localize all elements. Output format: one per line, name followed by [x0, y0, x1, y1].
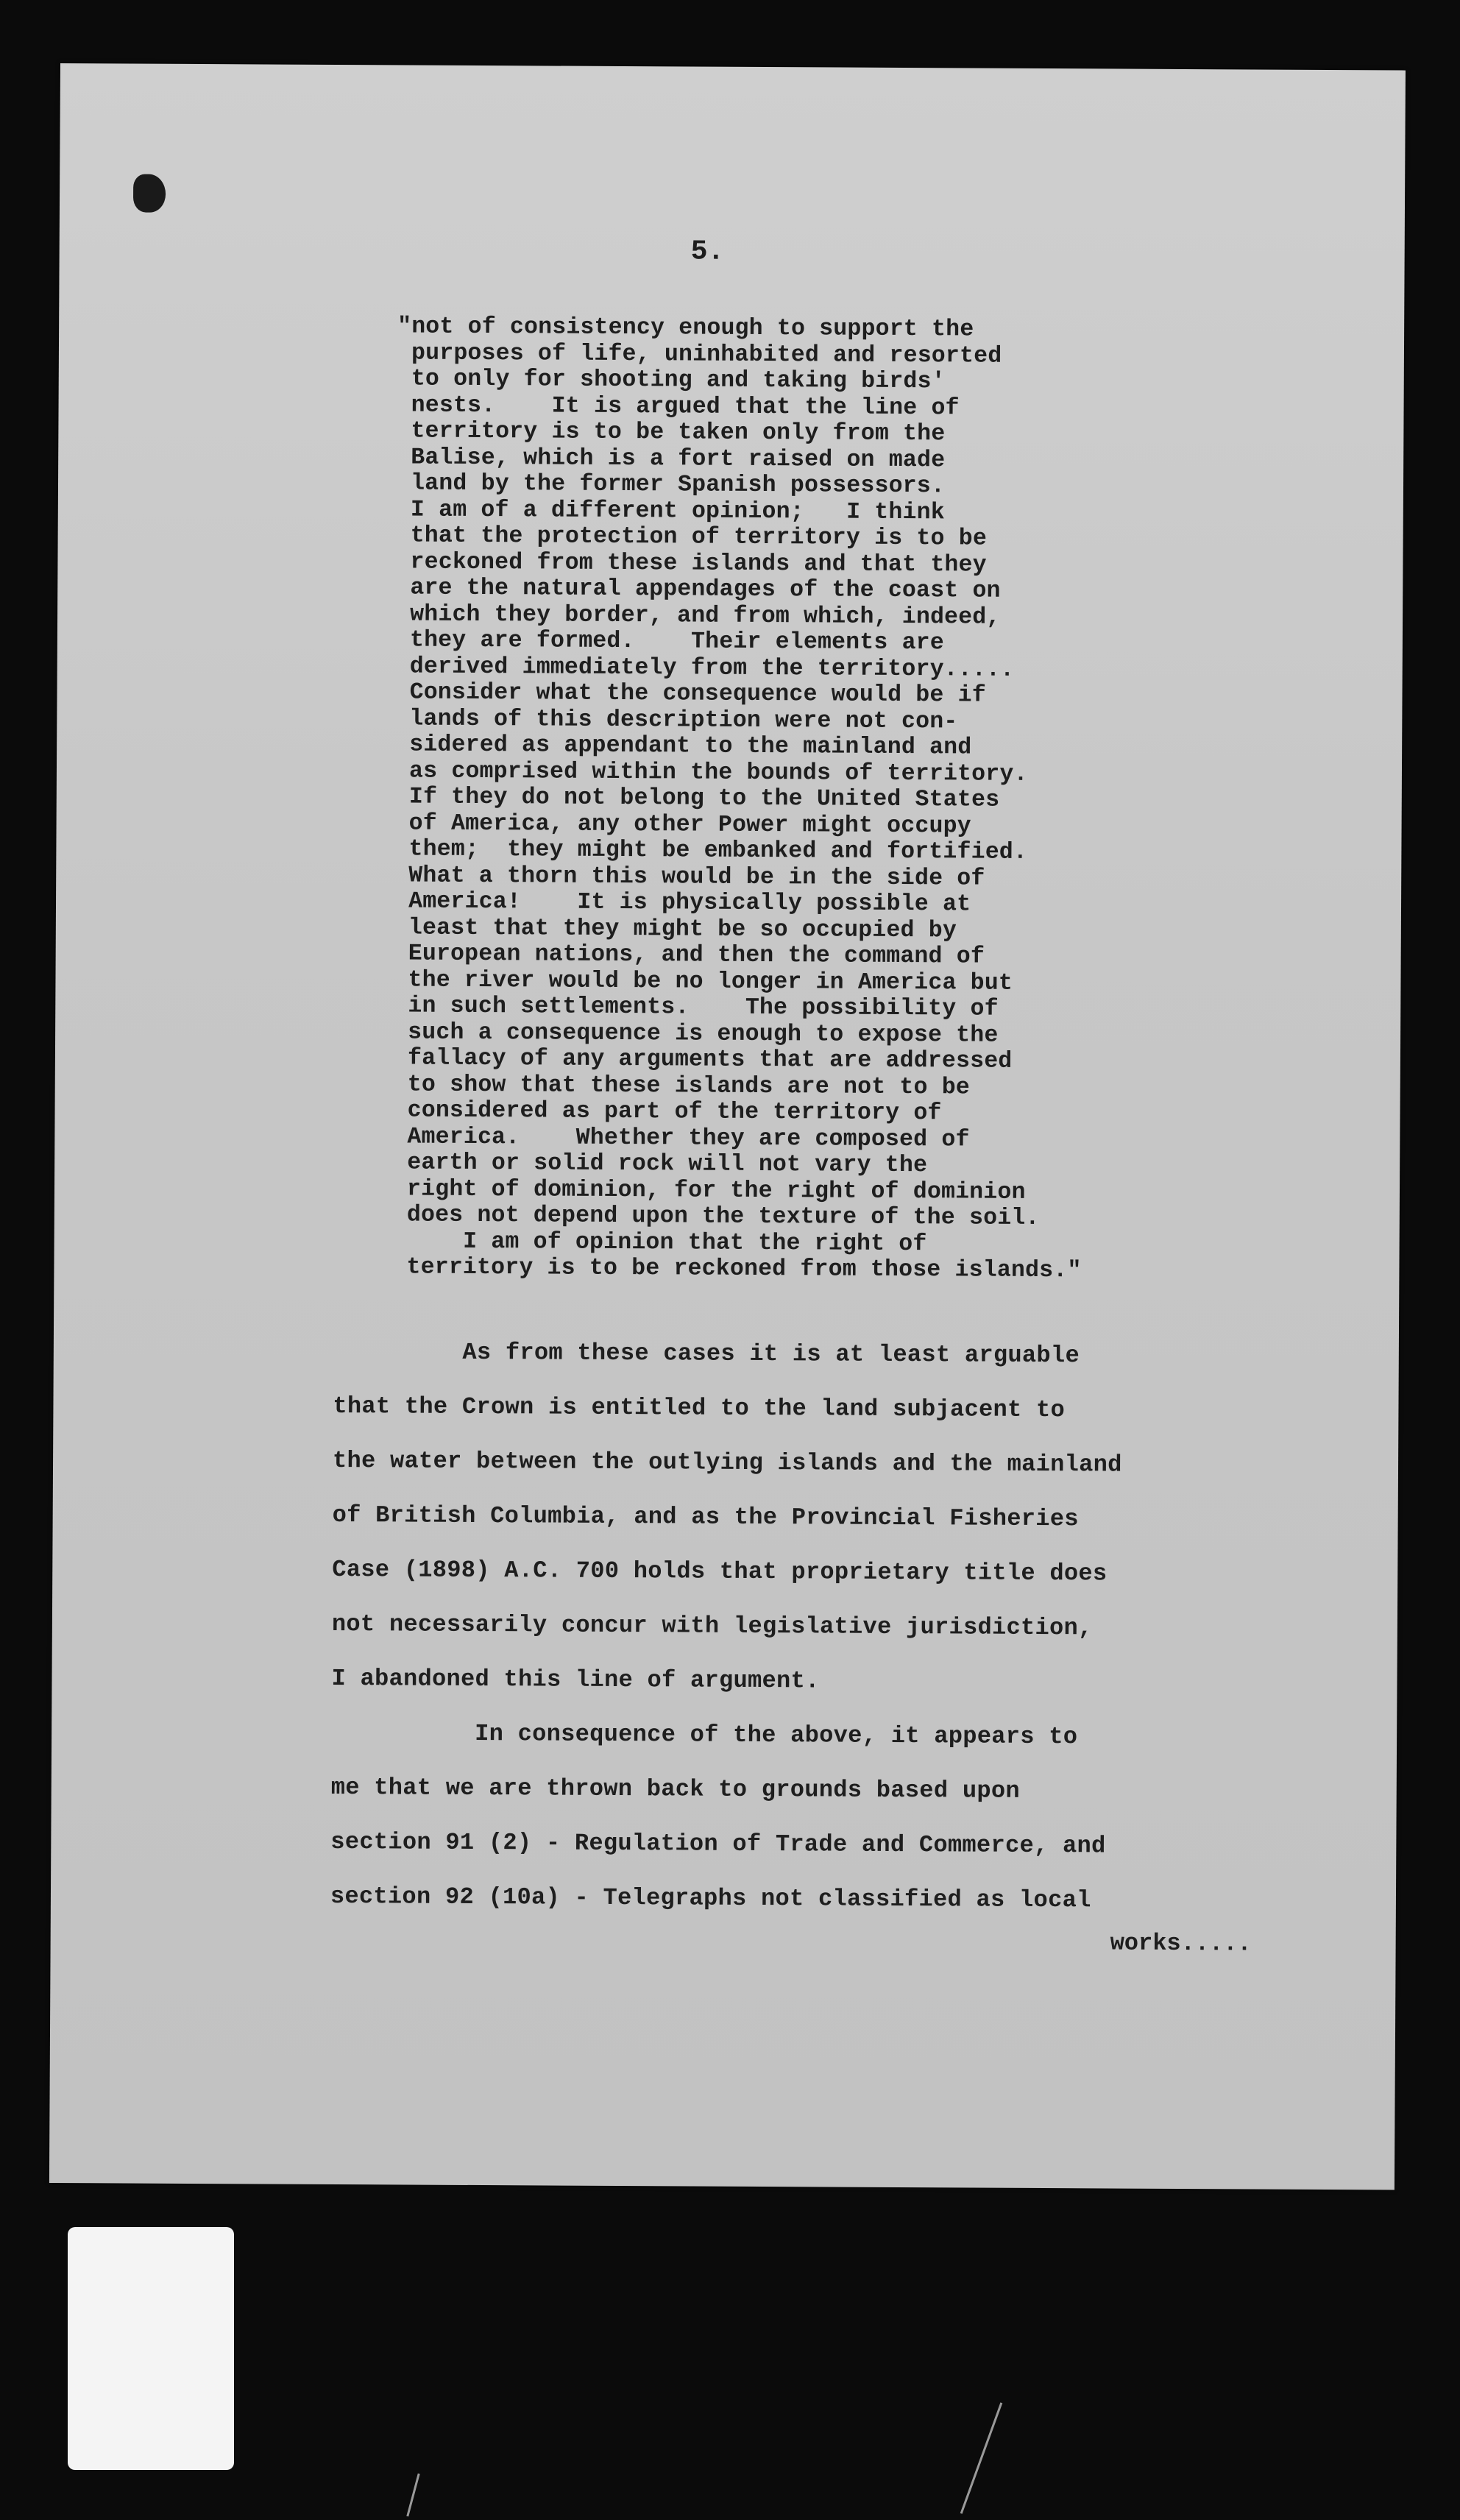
- quote-line: land by the former Spanish possessors.: [396, 470, 946, 500]
- quote-line: which they border, and from which, indeed,: [395, 601, 1001, 631]
- body-line: of British Columbia, and as the Provincial Fisheries: [332, 1501, 1079, 1533]
- quote-line: America! It is physically possible at: [394, 888, 971, 918]
- quote-line: the river would be no longer in America but: [394, 966, 1013, 997]
- body-line: I abandoned this line of argument.: [331, 1664, 820, 1695]
- body-line: section 92 (10a) - Telegraphs not classified as local: [330, 1882, 1091, 1914]
- body-line: me that we are thrown back to grounds based upon: [330, 1773, 1020, 1805]
- quote-line: Consider what the consequence would be if: [395, 679, 986, 709]
- body-line: As from these cases it is at least arguable: [333, 1337, 1080, 1370]
- quote-line: I am of opinion that the right of: [392, 1228, 927, 1257]
- quote-line: sidered as appendant to the mainland and: [395, 732, 972, 761]
- catchword: works.....: [1110, 1929, 1252, 1958]
- quote-line: right of dominion, for the right of dominion: [392, 1175, 1026, 1206]
- quote-line: of America, any other Power might occupy: [394, 810, 971, 839]
- quote-line: lands of this description were not con-: [395, 705, 958, 735]
- quote-line: European nations, and then the command of: [394, 941, 985, 970]
- body-line: In consequence of the above, it appears to: [331, 1719, 1078, 1751]
- quote-line: that the protection of territory is to be: [396, 523, 988, 552]
- quote-line: as comprised within the bounds of territory.: [394, 757, 1028, 788]
- quote-line: such a consequence is enough to expose the: [394, 1019, 999, 1049]
- body-line: not necessarily concur with legislative jurisdiction,: [331, 1610, 1093, 1642]
- quote-line: Balise, which is a fort raised on made: [397, 444, 946, 473]
- body-line: section 91 (2) - Regulation of Trade and Commerce, and: [330, 1827, 1106, 1860]
- document-page: [49, 63, 1406, 2190]
- quote-line: "not of consistency enough to support the: [397, 314, 974, 343]
- quote-line: fallacy of any arguments that are addressed: [393, 1045, 1013, 1075]
- quote-line: earth or solid rock will not vary the: [393, 1150, 928, 1179]
- quote-line: does not depend upon the texture of the soil.: [392, 1202, 1040, 1231]
- page-number: 5.: [690, 236, 725, 268]
- quote-line: derived immediately from the territory.....: [395, 653, 1015, 683]
- film-scratch: [406, 2474, 419, 2517]
- body-text: [330, 1325, 1364, 1929]
- quote-line: What a thorn this would be in the side of: [394, 862, 985, 892]
- quote-line: territory is to be taken only from the: [397, 418, 946, 447]
- quote-line: reckoned from these islands and that they: [396, 548, 987, 578]
- quote-line: least that they might be so occupied by: [394, 914, 957, 944]
- archive-label-card: [68, 2227, 234, 2470]
- quote-line: If they do not belong to the United States: [394, 784, 1000, 813]
- punch-hole-mark: [133, 174, 166, 213]
- body-line: Case (1898) A.C. 700 holds that proprietary title does: [332, 1555, 1108, 1588]
- quoted-passage: [392, 314, 1207, 1284]
- quote-line: they are formed. Their elements are: [395, 627, 945, 656]
- quote-line: them; they might be embanked and fortified.: [394, 836, 1028, 866]
- body-line: the water between the outlying islands and the mainland: [332, 1446, 1122, 1479]
- quote-line: in such settlements. The possibility of: [394, 993, 999, 1022]
- quote-line: territory is to be reckoned from those islands.": [392, 1254, 1082, 1284]
- quote-line: I am of a different opinion; I think: [396, 496, 945, 525]
- body-line: that the Crown is entitled to the land subjacent to: [333, 1392, 1066, 1424]
- quote-line: purposes of life, uninhabited and resorted: [397, 339, 1002, 369]
- quote-line: nests. It is argued that the line of: [397, 392, 960, 421]
- quote-line: America. Whether they are composed of: [393, 1123, 970, 1153]
- film-scratch: [960, 2402, 1003, 2513]
- quote-line: to only for shooting and taking birds': [397, 366, 946, 395]
- quote-line: are the natural appendages of the coast on: [396, 575, 1001, 604]
- quote-line: considered as part of the territory of: [393, 1097, 942, 1127]
- quote-line: to show that these islands are not to be: [393, 1071, 971, 1100]
